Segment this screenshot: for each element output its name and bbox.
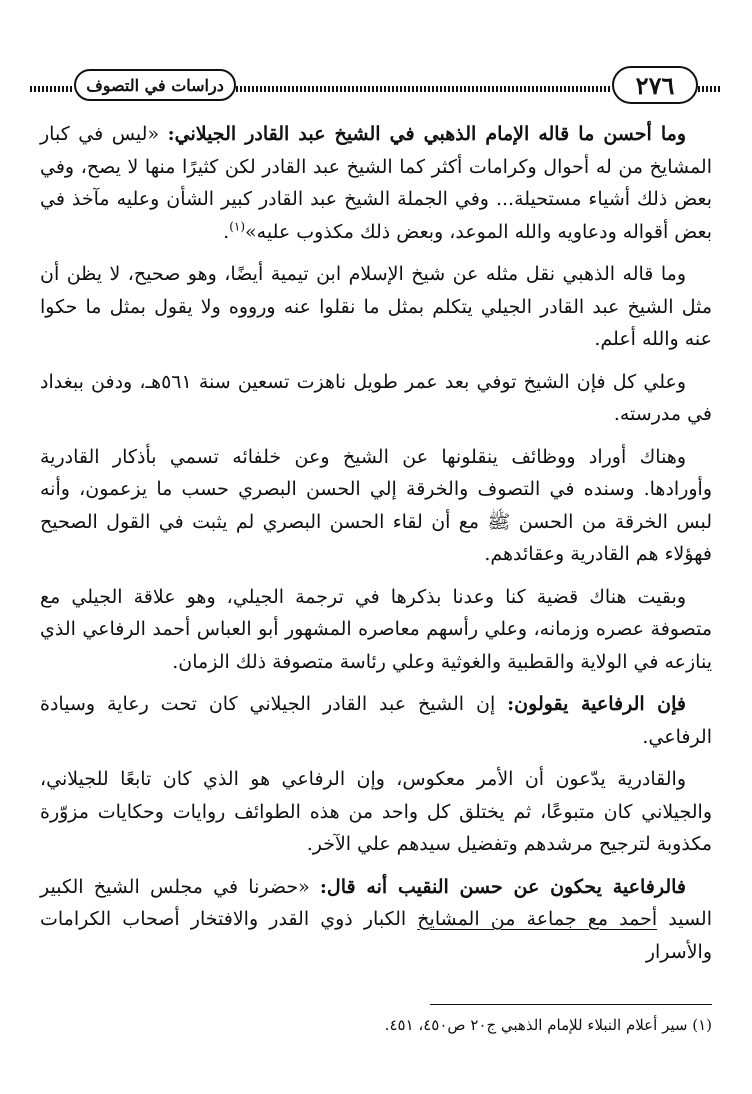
paragraph-rifaiyya-claim: [40, 688, 712, 753]
paragraph-lead: فإن الرفاعية يقولون:: [507, 693, 686, 715]
paragraph-ibn-taymiyya: وما قاله الذهبي نقل مثله عن شيخ الإسلام ابن تيمية أيضًا، وهو صحيح، لا يظن أن مثل الشيخ عبد القادر الجيلي يتكلم بمثل ما نقلوا عنه ورووه ولا يقول بمثل ما حكوا عنه والله أعلم.: [40, 263, 712, 350]
paragraph-dhahabi-quote: وما أحسن ما قاله الإمام الذهبي في الشيخ عبد القادر الجيلاني: «ليس في كبار المشايخ من له أحوال وكرامات أكثر كما الشيخ عبد القادر لكن كثيرًا منها لا يصح، وفي بعض ذلك أشياء مستحيلة... وفي الجملة الشيخ عبد القادر كبير الشأن وعليه مآخذ في بعض أقواله ودعاويه والله الموعد، وبعض ذلك مكذوب عليه»$^{(١)}$.: [40, 123, 712, 243]
header-ornament-left: [30, 86, 74, 92]
header-ornament-right: [698, 86, 722, 92]
footnote: (١) سير أعلام النبلاء للإمام الذهبي ج٢٠ ص٤٥٠، ٤٥١.: [384, 1016, 712, 1034]
paragraph-death: وعلي كل فإن الشيخ توفي بعد عمر طويل ناهزت تسعين سنة ٥٦١هـ، ودفن ببغداد في مدرسته.: [40, 370, 712, 425]
paragraph-awrad: وهناك أوراد ووظائف ينقلونها عن الشيخ وعن خلفائه تسمي بأذكار القادرية وأورادها. وسنده في التصوف والخرقة إلي الحسن البصري حسب ما يزعمون، وأنه لبس الخرقة من الحسن ﷺ مع أن لقاء الحسن البصري لم يثبت في القول الصحيح فهؤلاء هم القادرية وعقائدهم.: [40, 445, 712, 565]
paragraph-text: إن الشيخ عبد القادر الجيلاني كان تحت رعاية وسيادة الرفاعي.: [40, 693, 712, 748]
header-ornament-middle: [236, 86, 612, 92]
footnote-reference[interactable]: (١): [229, 219, 246, 234]
page-number: ٢٧٦: [612, 66, 698, 104]
paragraph-naqib-story: [40, 871, 712, 969]
footnote-divider: [430, 1004, 712, 1005]
paragraph-lead: فالرفاعية يحكون عن حسن النقيب أنه قال:: [319, 875, 686, 898]
paragraph-text: «ليس في كبار المشايخ من له أحوال وكرامات أكثر كما الشيخ عبد القادر لكن كثيرًا منها لا يصح، وفي بعض ذلك أشياء مستحيلة... وفي الجملة الشيخ عبد القادر كبير الشأن وعليه مآخذ في بعض أقواله ودعاويه والله الموعد، وبعض ذلك مكذوب عليه»: [40, 123, 712, 243]
body-text: [40, 118, 712, 978]
paragraph-text-tail: الكبار ذوي القدر والافتخار أصحاب الكرامات والأسرار: [40, 908, 712, 963]
underlined-text: أحمد مع جماعة من المشايخ: [417, 908, 658, 930]
running-title: دراسات في التصوف: [74, 69, 236, 101]
paragraph-text: «حضرنا في مجلس الشيخ الكبير السيد: [40, 875, 712, 930]
paragraph-qadiriyya-claim: والقادرية يدّعون أن الأمر معكوس، وإن الرفاعي هو الذي كان تابعًا للجيلاني، والجيلاني كان متبوعًا، ثم يختلق كل واحد من هذه الطوائف روايات وحكايات مزوّرة مكذوبة لترجيح مرشدهم وتفضيل سيدهم علي الآخر.: [40, 768, 712, 855]
paragraph-rifai-relation: وبقيت هناك قضية كنا وعدنا بذكرها في ترجمة الجيلي، وهو علاقة الجيلي مع متصوفة عصره وزمانه، وعلي رأسهم معاصره المشهور أبو العباس أحمد الرفاعي الذي ينازعه في الولاية والقطبية والغوثية وعلي رئاسة متصوفة ذلك الزمان.: [40, 585, 712, 673]
page-header: [30, 66, 722, 106]
paragraph-lead: وما أحسن ما قاله الإمام الذهبي في الشيخ عبد القادر الجيلاني:: [167, 123, 687, 145]
